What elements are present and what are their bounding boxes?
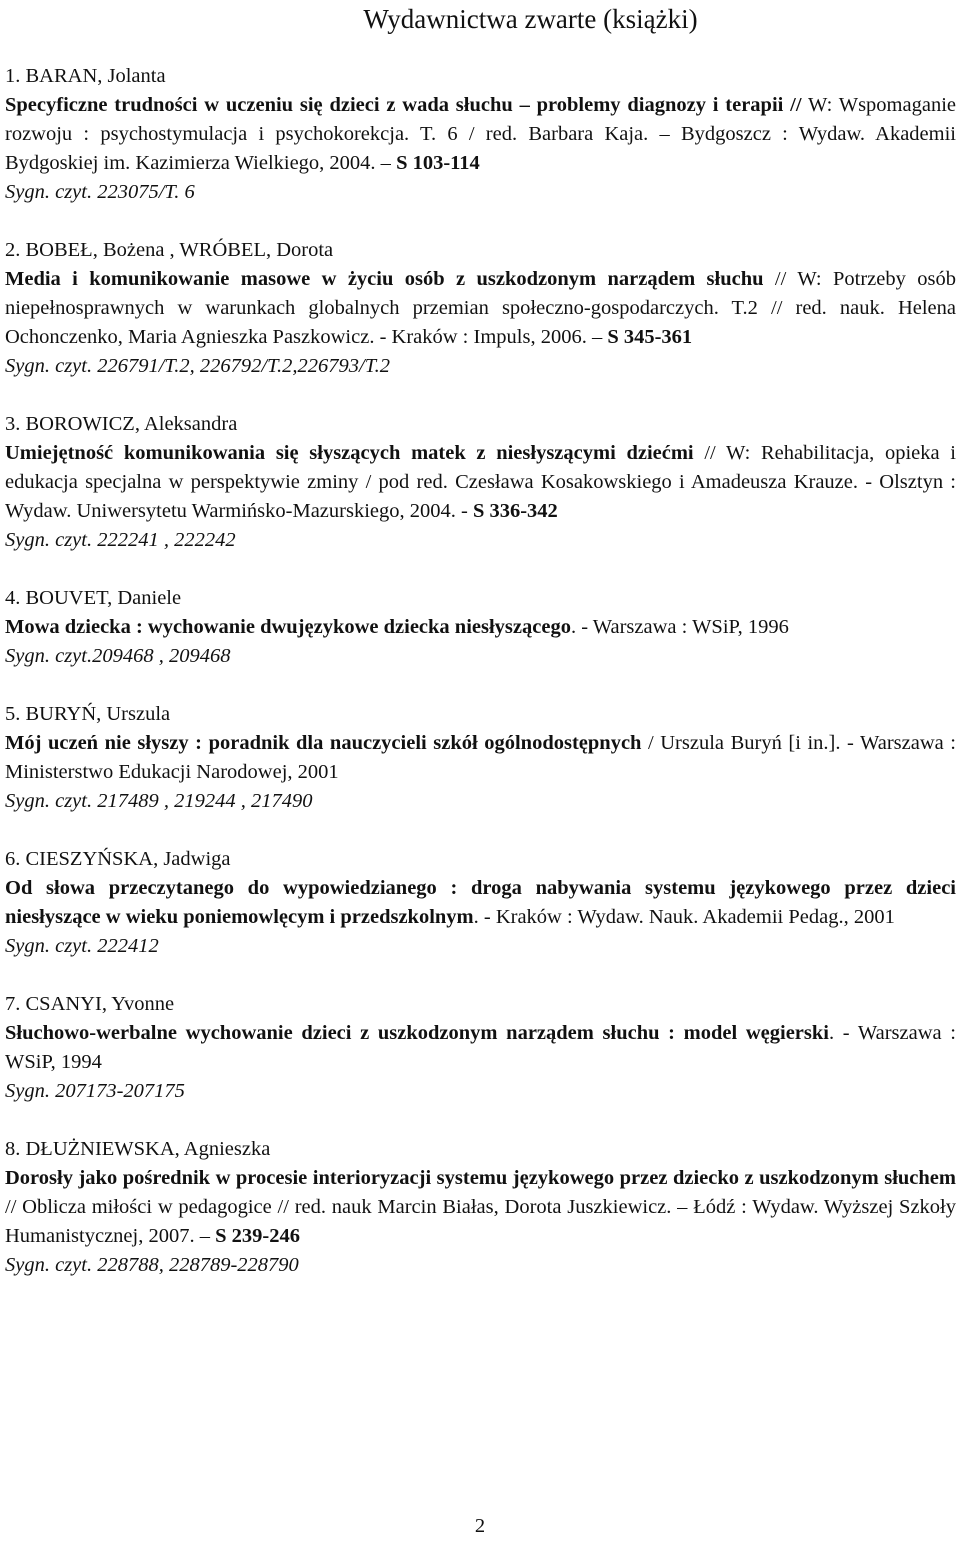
bibliography-entry: [5, 410, 956, 555]
entry-publication: W: Wspomaganie rozwoju : psychostymulacja i psychokorekcja. T. 6 / red. Barbara Kaja. – Bydgoszcz : Wydaw. Akademii Bydgoskiej im. Kazimierza Wielkiego, 2004. –: [5, 94, 956, 174]
entry-publication: // W: Rehabilitacja, opieka i edukacja specjalna w perspektywie zminy / pod red. Czesława Kosakowskiego i Amadeusza Krauze. - Olsztyn : Wydaw. Uniwersytetu Warmińsko-Mazurskiego, 2004. -: [5, 442, 956, 522]
entry-pages: S 336-342: [472, 500, 558, 522]
entry-author: 6. CIESZYŃSKA, Jadwiga: [5, 848, 231, 870]
entry-signature: Sygn. czyt.209468 , 209468: [5, 645, 231, 667]
entry-author: 5. BURYŃ, Urszula: [5, 703, 171, 725]
bibliography-entry: [5, 845, 956, 961]
entry-description: [5, 874, 956, 932]
entry-signature: Sygn. czyt. 228788, 228789-228790: [5, 1254, 299, 1276]
page-title: Wydawnictwa zwarte (książki): [363, 4, 698, 34]
entry-work-title: Specyficzne trudności w uczeniu się dzieci z wada słuchu – problemy diagnozy i terapii //: [5, 94, 802, 116]
entry-signature: Sygn. czyt. 222412: [5, 935, 159, 957]
entry-publication: // Oblicza miłości w pedagogice // red. nauk Marcin Białas, Dorota Juszkiewicz. – Łódź : Wydaw. Wyższej Szkoły Humanistycznej, 2007. –: [5, 1196, 956, 1247]
entry-description: [5, 729, 956, 787]
bibliography-entry: [5, 62, 956, 207]
entry-signature: Sygn. 207173-207175: [5, 1080, 185, 1102]
entry-work-title: Media i komunikowanie masowe w życiu osób z uszkodzonym narządem słuchu: [5, 268, 764, 290]
entry-publication: / Urszula Buryń [i in.]. - Warszawa : Ministerstwo Edukacji Narodowej, 2001: [5, 732, 956, 783]
bibliography-entry: [5, 236, 956, 381]
entry-signature: Sygn. czyt. 223075/T. 6: [5, 181, 195, 203]
page-number: 2: [474, 1515, 486, 1537]
entry-pages: S 239-246: [215, 1225, 300, 1247]
entry-author: 2. BOBEŁ, Bożena , WRÓBEL, Dorota: [5, 239, 334, 261]
document-page: [5, 0, 956, 1309]
entry-signature: Sygn. czyt. 222241 , 222242: [5, 529, 236, 551]
entry-work-title: Dorosły jako pośrednik w procesie interioryzacji systemu językowego przez dziecko z uszkodzonym słuchem: [5, 1167, 956, 1189]
entry-publication: . - Warszawa : WSiP, 1994: [5, 1022, 956, 1073]
entry-author: 4. BOUVET, Daniele: [5, 587, 182, 609]
entry-pages: S 103-114: [396, 152, 480, 174]
entry-author: 7. CSANYI, Yvonne: [5, 993, 175, 1015]
entry-description: [5, 439, 956, 526]
bibliography-entry: [5, 990, 956, 1106]
entry-work-title: Mowa dziecka : wychowanie dwujęzykowe dziecka niesłyszącego: [5, 616, 571, 638]
entry-work-title: Słuchowo-werbalne wychowanie dzieci z uszkodzonym narządem słuchu : model węgierski: [5, 1022, 829, 1044]
entry-author: 1. BARAN, Jolanta: [5, 65, 166, 87]
entry-description: [5, 613, 956, 642]
entry-work-title: Mój uczeń nie słyszy : poradnik dla nauczycieli szkół ogólnodostępnych: [5, 732, 642, 754]
entry-work-title: Od słowa przeczytanego do wypowiedzianego : droga nabywania systemu językowego przez dzieci niesłyszące w wieku poniemowlęcym i przedszkolnym: [5, 877, 956, 928]
entry-work-title: Umiejętność komunikowania się słyszących matek z niesłyszącymi dziećmi: [5, 442, 694, 464]
entry-description: [5, 265, 956, 352]
bibliography-entry: [5, 700, 956, 816]
bibliography-entry: [5, 584, 956, 671]
entry-description: [5, 1019, 956, 1077]
entry-signature: Sygn. czyt. 226791/T.2, 226792/T.2,226793/T.2: [5, 355, 390, 377]
entry-signature: Sygn. czyt. 217489 , 219244 , 217490: [5, 790, 313, 812]
bibliography-entry: [5, 1135, 956, 1280]
entry-author: 3. BOROWICZ, Aleksandra: [5, 413, 238, 435]
entry-description: [5, 1164, 956, 1251]
entry-publication: . - Warszawa : WSiP, 1996: [570, 616, 789, 638]
entry-publication: // W: Potrzeby osób niepełnosprawnych w warunkach globalnych przemian społeczno-gospodarczych. T.2 // red. nauk. Helena Ochonczenko, Maria Agnieszka Paszkowicz. - Kraków : Impuls, 2006. –: [5, 268, 956, 348]
entry-pages: S 345-361: [607, 326, 693, 348]
entry-description: [5, 91, 956, 178]
entry-author: 8. DŁUŻNIEWSKA, Agnieszka: [5, 1138, 271, 1160]
entry-publication: . - Kraków : Wydaw. Nauk. Akademii Pedag., 2001: [473, 906, 895, 928]
